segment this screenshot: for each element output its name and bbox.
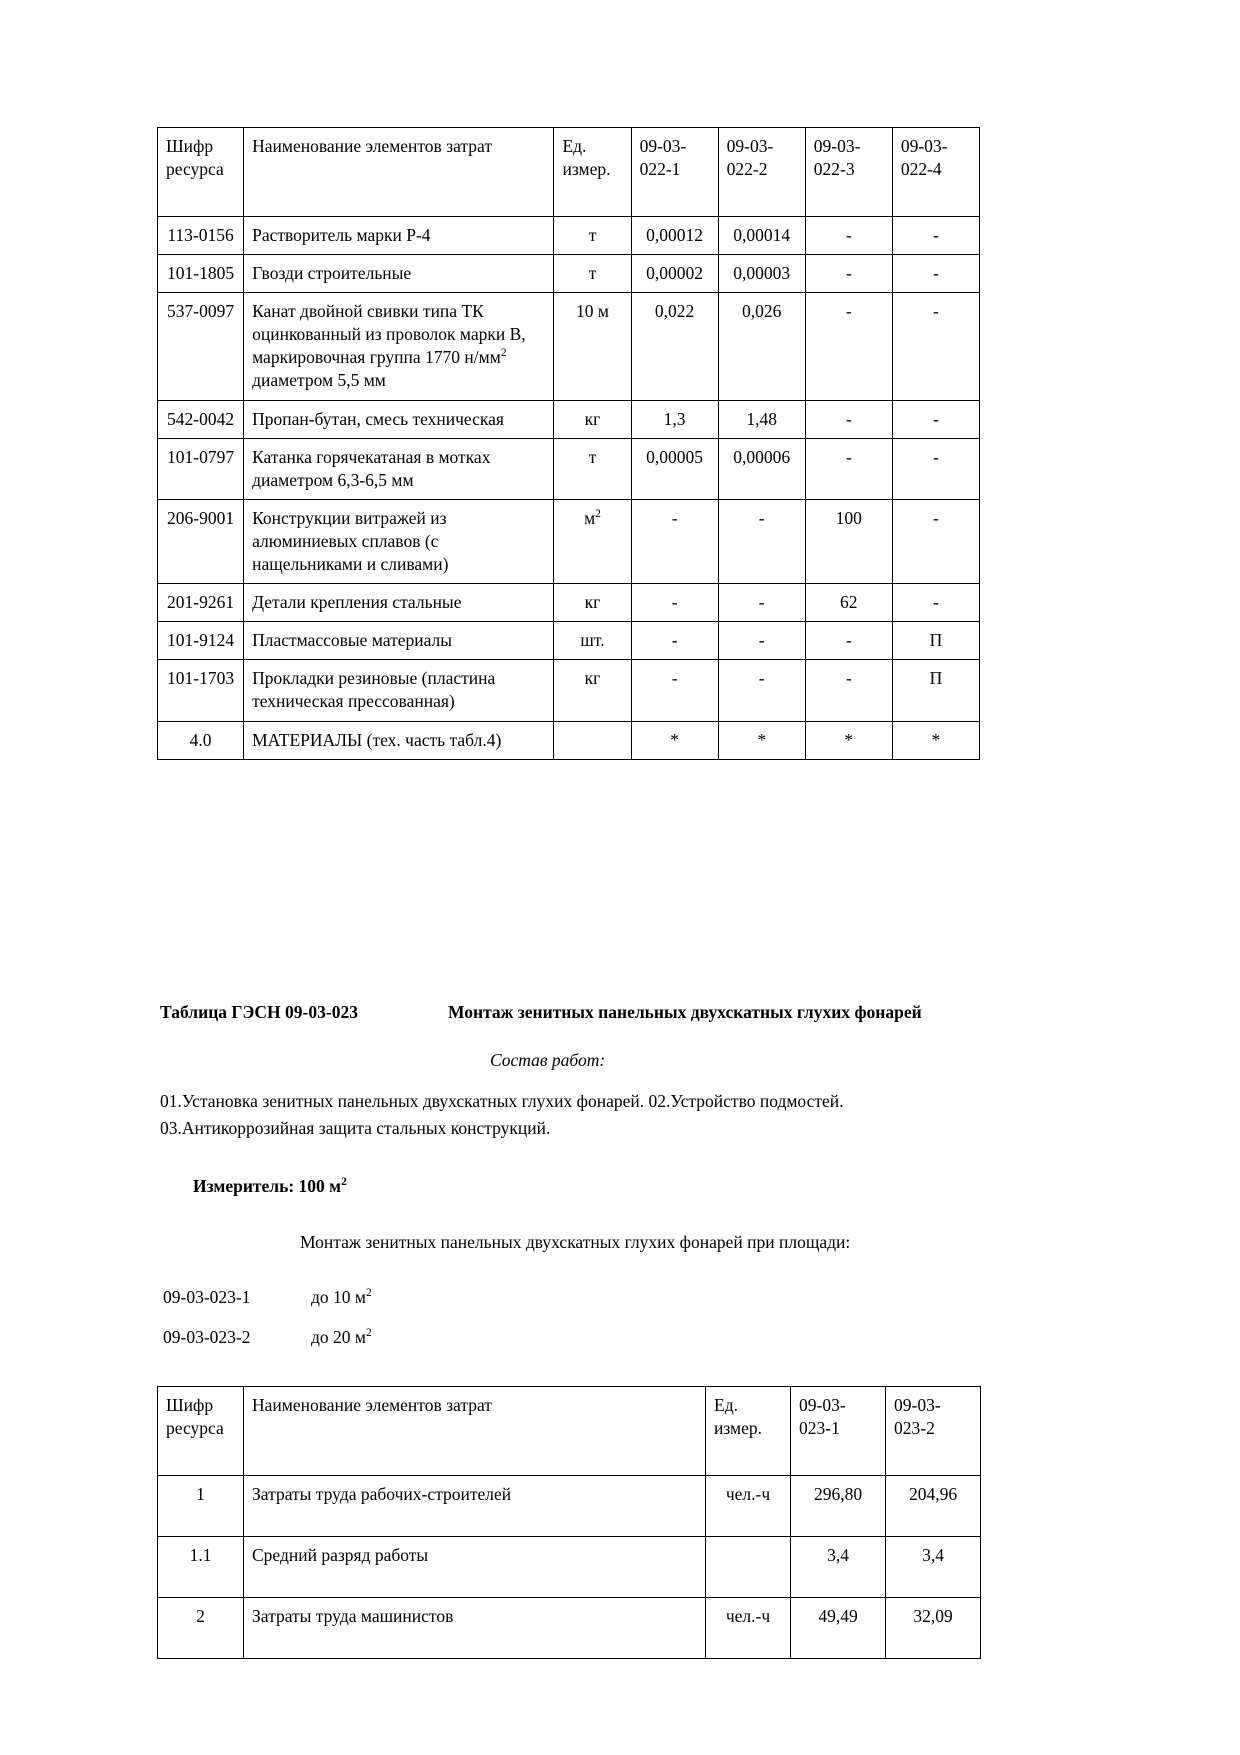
cell-value-col-4: П [892,660,979,721]
code-list-code: 09-03-023-1 [163,1287,251,1307]
cell-value-col-4: - [892,400,979,438]
izmeritel-label: Измеритель: [193,1176,295,1196]
cell-resource-code: 101-9124 [158,622,244,660]
cell-element-name: Пластмассовые материалы [244,622,554,660]
cell-element-name: Растворитель марки Р-4 [244,217,554,255]
cell-resource-code: 2 [158,1598,244,1659]
cell-resource-code: 537-0097 [158,293,244,400]
izmeritel-value: 100 $м^2$ [298,1176,347,1196]
cell-resource-code: 542-0042 [158,400,244,438]
cell-element-name: Катанка горячекатаная в мотках диаметром 6,3-6,5 мм [244,438,554,499]
table-row [158,499,980,583]
cell-element-name: МАТЕРИАЛЫ (тех. часть табл.4) [244,721,554,759]
table-header-row [158,128,980,217]
cell-value-col-1: 0,00012 [631,217,718,255]
section-table-title: Монтаж зенитных панельных двухскатных глухих фонарей [448,1002,922,1022]
cell-resource-code: 1.1 [158,1537,244,1598]
resource-table-09-03-023 [157,1386,981,1659]
header-col-1: 09-03-023-1 [791,1387,886,1476]
table-022-header [158,128,980,217]
cell-value-col-3: - [805,438,892,499]
cell-resource-code: 101-0797 [158,438,244,499]
cell-value-col-2: - [718,499,805,583]
cell-resource-code: 201-9261 [158,584,244,622]
table-row [158,217,980,255]
cell-value-col-2: - [718,622,805,660]
cell-value-col-4: - [892,255,979,293]
code-list-description: до 20 $м^2$ [311,1327,372,1347]
cell-value-col-2: 0,00006 [718,438,805,499]
header-col-4: 09-03-022-4 [892,128,979,217]
resource-table-09-03-022 [157,127,980,760]
table-row [158,400,980,438]
table-row [158,293,980,400]
code-list-description: до 10 $м^2$ [311,1287,372,1307]
table-022-body [158,217,980,760]
code-list-code: 09-03-023-2 [163,1327,251,1347]
cell-element-name: Затраты труда машинистов [244,1598,706,1659]
cell-value-col-3: 62 [805,584,892,622]
cell-element-name: Прокладки резиновые (пластина техническая прессованная) [244,660,554,721]
table-row [158,1537,981,1598]
table-row [158,1598,981,1659]
cell-element-name: Пропан-бутан, смесь техническая [244,400,554,438]
sostav-rabot-label: Состав работ: [490,1050,606,1070]
cell-element-name: Средний разряд работы [244,1537,706,1598]
cell-value-col-1: - [631,499,718,583]
cell-unit: т [554,217,631,255]
pri-ploshchadi-text: Монтаж зенитных панельных двухскатных глухих фонарей при площади: [300,1232,851,1252]
header-code: Шифр ресурса [158,128,244,217]
cell-value-col-2: 3,4 [886,1537,981,1598]
table-row [158,660,980,721]
izmeritel-line [193,1176,347,1197]
cell-unit: кг [554,400,631,438]
cell-value-col-3: - [805,400,892,438]
cell-value-col-3: 100 [805,499,892,583]
cell-element-name: Конструкции витражей из алюминиевых сплавов (с нащельниками и сливами) [244,499,554,583]
cell-value-col-1: * [631,721,718,759]
cell-element-name: Затраты труда рабочих-строителей [244,1476,706,1537]
cell-resource-code: 113-0156 [158,217,244,255]
cell-value-col-1: 1,3 [631,400,718,438]
cell-value-col-2: 0,026 [718,293,805,400]
cell-resource-code: 206-9001 [158,499,244,583]
cell-value-col-2: 204,96 [886,1476,981,1537]
cell-value-col-1: - [631,660,718,721]
table-row [158,721,980,759]
cell-unit: т [554,255,631,293]
cell-element-name: Детали крепления стальные [244,584,554,622]
header-col-3: 09-03-022-3 [805,128,892,217]
cell-value-col-3: - [805,622,892,660]
cell-unit: т [554,438,631,499]
cell-value-col-3: - [805,660,892,721]
cell-unit: шт. [554,622,631,660]
cell-value-col-4: - [892,293,979,400]
header-col-1: 09-03-022-1 [631,128,718,217]
cell-resource-code: 1 [158,1476,244,1537]
header-unit: Ед. измер. [554,128,631,217]
code-list [163,1286,863,1366]
cell-value-col-1: 0,022 [631,293,718,400]
cell-value-col-1: 296,80 [791,1476,886,1537]
cell-value-col-4: П [892,622,979,660]
cell-value-col-1: - [631,584,718,622]
cell-value-col-4: - [892,584,979,622]
works-description: 01.Установка зенитных панельных двухскатных глухих фонарей. 02.Устройство подмостей. 03.Антикоррозийная защита стальных конструкций. [160,1091,844,1139]
code-list-item [163,1286,863,1326]
cell-unit: кг [554,660,631,721]
cell-value-col-2: * [718,721,805,759]
cell-value-col-1: 3,4 [791,1537,886,1598]
cell-resource-code: 101-1805 [158,255,244,293]
header-name: Наименование элементов затрат [244,1387,706,1476]
cell-unit: чел.-ч [706,1598,791,1659]
cell-value-col-2: 1,48 [718,400,805,438]
cell-value-col-2: 32,09 [886,1598,981,1659]
cell-value-col-4: - [892,438,979,499]
cell-element-name: Гвозди строительные [244,255,554,293]
cell-value-col-2: - [718,584,805,622]
cell-value-col-3: * [805,721,892,759]
cell-value-col-3: - [805,255,892,293]
cell-value-col-1: 0,00005 [631,438,718,499]
header-unit: Ед. измер. [706,1387,791,1476]
cell-value-col-3: - [805,293,892,400]
cell-unit: 10 м [554,293,631,400]
cell-unit [706,1537,791,1598]
header-name: Наименование элементов затрат [244,128,554,217]
code-list-item [163,1326,863,1366]
table-row [158,255,980,293]
cell-value-col-4: * [892,721,979,759]
header-col-2: 09-03-023-2 [886,1387,981,1476]
header-col-2: 09-03-022-2 [718,128,805,217]
table-023-header [158,1387,981,1476]
cell-value-col-1: - [631,622,718,660]
table-row [158,584,980,622]
cell-resource-code: 4.0 [158,721,244,759]
header-code: Шифр ресурса [158,1387,244,1476]
cell-value-col-2: - [718,660,805,721]
table-row [158,1476,981,1537]
cell-unit: чел.-ч [706,1476,791,1537]
cell-value-col-2: 0,00014 [718,217,805,255]
cell-unit [554,721,631,759]
section-table-label: Таблица ГЭСН 09-03-023 [160,1002,358,1022]
cell-value-col-4: - [892,499,979,583]
cell-value-col-3: - [805,217,892,255]
section-title-block [160,1000,1060,1025]
cell-resource-code: 101-1703 [158,660,244,721]
cell-value-col-4: - [892,217,979,255]
cell-unit: $м^2$ [554,499,631,583]
cell-element-name: Канат двойной свивки типа ТК оцинкованный из проволок марки В, маркировочная группа 1770 $н/мм^2$ диаметром 5,5 мм [244,293,554,400]
cell-value-col-1: 49,49 [791,1598,886,1659]
cell-value-col-2: 0,00003 [718,255,805,293]
cell-unit: кг [554,584,631,622]
table-row [158,438,980,499]
table-row [158,622,980,660]
table-header-row [158,1387,981,1476]
table-023-body [158,1476,981,1659]
cell-value-col-1: 0,00002 [631,255,718,293]
